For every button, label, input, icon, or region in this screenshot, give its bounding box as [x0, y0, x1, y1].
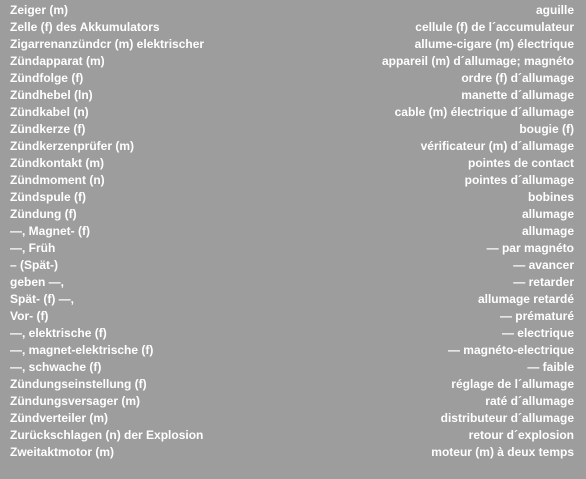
french-term: distributeur d´allumage	[440, 411, 574, 425]
german-term: Zurückschlagen (n) der Explosion	[10, 428, 204, 442]
german-term: Zündspule (f)	[10, 190, 86, 204]
german-term: Zigarrenanzündcr (m) elektrischer	[10, 37, 205, 51]
german-term: Zündverteiler (m)	[10, 411, 109, 425]
french-term: cellule (f) de l´accumulateur	[415, 20, 574, 34]
french-term: bougie (f)	[519, 122, 574, 136]
glossary-row	[0, 240, 586, 257]
glossary-row	[0, 291, 586, 308]
french-term: allumage retardé	[477, 292, 574, 306]
german-term: Zündapparat (m)	[10, 54, 105, 68]
french-term: réglage de l´allumage	[451, 377, 574, 391]
french-term: ordre (f) d´allumage	[461, 71, 574, 85]
german-term: Zündung (f)	[10, 207, 77, 221]
german-term: Vor- (f)	[10, 309, 49, 323]
glossary-row	[0, 342, 586, 359]
glossary-row	[0, 359, 586, 376]
glossary-row	[0, 138, 586, 155]
glossary-row	[0, 70, 586, 87]
glossary-row	[0, 427, 586, 444]
german-term: Zündkabel (n)	[10, 105, 89, 119]
glossary-row	[0, 36, 586, 53]
glossary-row	[0, 53, 586, 70]
glossary-row	[0, 104, 586, 121]
french-term: allume-cigare (m) électrique	[414, 37, 574, 51]
german-term: Spät- (f) —,	[10, 292, 74, 306]
french-term: — retarder	[513, 275, 574, 289]
french-term: — par magnéto	[486, 241, 574, 255]
french-term: — faible	[527, 360, 574, 374]
german-term: Zelle (f) des Akkumulators	[10, 20, 160, 34]
glossary-row	[0, 274, 586, 291]
glossary-row	[0, 2, 586, 19]
glossary-row	[0, 257, 586, 274]
glossary-row	[0, 223, 586, 240]
glossary-row	[0, 87, 586, 104]
french-term: retour d´explosion	[468, 428, 574, 442]
german-term: geben —,	[10, 275, 65, 289]
french-term: aguille	[535, 3, 574, 17]
german-term: Zündungsversager (m)	[10, 394, 141, 408]
glossary-row	[0, 19, 586, 36]
german-term: Zündkontakt (m)	[10, 156, 104, 170]
french-term: pointes de contact	[467, 156, 574, 170]
glossary-row	[0, 376, 586, 393]
french-term: moteur (m) à deux temps	[431, 445, 574, 459]
glossary-row	[0, 121, 586, 138]
french-term: manette d´allumage	[461, 88, 574, 102]
german-term: —, Früh	[10, 241, 56, 255]
german-term: —, Magnet- (f)	[10, 224, 90, 238]
french-term: cable (m) électrique d´allumage	[394, 105, 574, 119]
glossary-row	[0, 308, 586, 325]
french-term: raté d´allumage	[485, 394, 574, 408]
french-term: appareil (m) d´allumage; magnéto	[381, 54, 574, 68]
french-term: bobines	[527, 190, 574, 204]
german-term: Zündhebel (ln)	[10, 88, 93, 102]
french-term: — electrique	[501, 326, 574, 340]
french-term: — magnéto-electrique	[447, 343, 574, 357]
glossary-row	[0, 410, 586, 427]
french-term: — avancer	[513, 258, 574, 272]
glossary-row	[0, 172, 586, 189]
french-term: pointes d´allumage	[464, 173, 574, 187]
glossary-row	[0, 189, 586, 206]
glossary-row	[0, 444, 586, 461]
glossary-row	[0, 155, 586, 172]
glossary-row	[0, 206, 586, 223]
german-term: Zündungseinstellung (f)	[10, 377, 147, 391]
french-term: vérificateur (m) d´allumage	[420, 139, 574, 153]
german-term: Zündkerze (f)	[10, 122, 86, 136]
german-term: —, magnet-elektrische (f)	[10, 343, 154, 357]
german-term: Zündmoment (n)	[10, 173, 105, 187]
glossary-row	[0, 393, 586, 410]
glossary-row	[0, 325, 586, 342]
german-term: Zündkerzenprüfer (m)	[10, 139, 135, 153]
german-term: Zweitaktmotor (m)	[10, 445, 115, 459]
french-term: allumage	[521, 207, 574, 221]
french-term: — prématuré	[499, 309, 574, 323]
german-term: – (Spät-)	[10, 258, 58, 272]
german-term: Zeiger (m)	[10, 3, 69, 17]
french-term: allumage	[521, 224, 574, 238]
german-term: —, schwache (f)	[10, 360, 102, 374]
german-term: —, elektrische (f)	[10, 326, 107, 340]
german-term: Zündfolge (f)	[10, 71, 84, 85]
